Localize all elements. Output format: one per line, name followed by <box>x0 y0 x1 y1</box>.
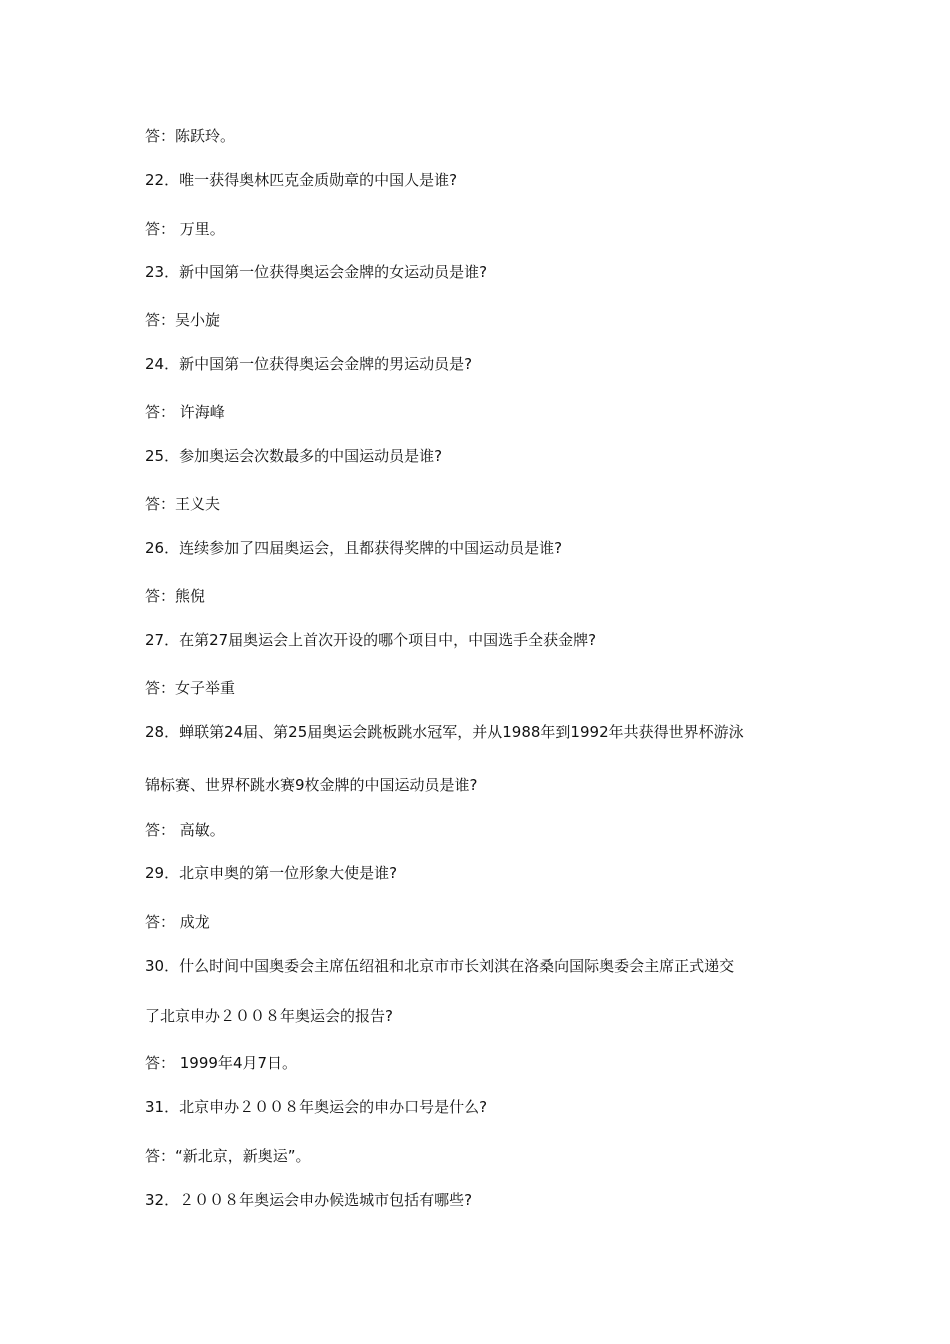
answer-line: 答：王义夫 <box>145 495 221 513</box>
question-line: 31．北京申办２００８年奥运会的申办口号是什么? <box>145 1098 488 1116</box>
answer-line: 答：陈跃玲。 <box>145 127 236 145</box>
answer-line: 答： 1999年4月7日。 <box>145 1054 298 1072</box>
question-line: 23．新中国第一位获得奥运会金牌的女运动员是谁? <box>145 263 488 281</box>
question-line: 22．唯一获得奥林匹克金质勋章的中国人是谁? <box>145 171 458 189</box>
answer-line: 答： 高敏。 <box>145 821 225 839</box>
question-line-continued: 了北京申办２００８年奥运会的报告? <box>145 1007 393 1025</box>
answer-line: 答：熊倪 <box>145 587 206 605</box>
question-line: 30．什么时间中国奥委会主席伍绍祖和北京市市长刘淇在洛桑向国际奥委会主席正式递交 <box>145 957 735 975</box>
question-line: 26．连续参加了四届奥运会，且都获得奖牌的中国运动员是谁? <box>145 539 563 557</box>
answer-line: 答：女子举重 <box>145 679 236 697</box>
question-line: 28．蝉联第24届、第25届奥运会跳板跳水冠军，并从1988年到1992年共获得世界杯游泳 <box>145 723 744 741</box>
answer-line: 答：“新北京，新奥运”。 <box>145 1147 311 1165</box>
question-line: 29．北京申奥的第一位形象大使是谁? <box>145 864 398 882</box>
question-line: 25．参加奥运会次数最多的中国运动员是谁? <box>145 447 443 465</box>
answer-line: 答： 成龙 <box>145 913 210 931</box>
answer-line: 答： 许海峰 <box>145 403 225 421</box>
question-line: 32．２００８年奥运会申办候选城市包括有哪些? <box>145 1191 473 1209</box>
question-line-continued: 锦标赛、世界杯跳水赛9枚金牌的中国运动员是谁? <box>145 776 478 794</box>
question-line: 27．在第27届奥运会上首次开设的哪个项目中，中国选手全获金牌? <box>145 631 597 649</box>
question-line: 24．新中国第一位获得奥运会金牌的男运动员是? <box>145 355 473 373</box>
answer-line: 答：吴小旋 <box>145 311 221 329</box>
answer-line: 答： 万里。 <box>145 220 225 238</box>
